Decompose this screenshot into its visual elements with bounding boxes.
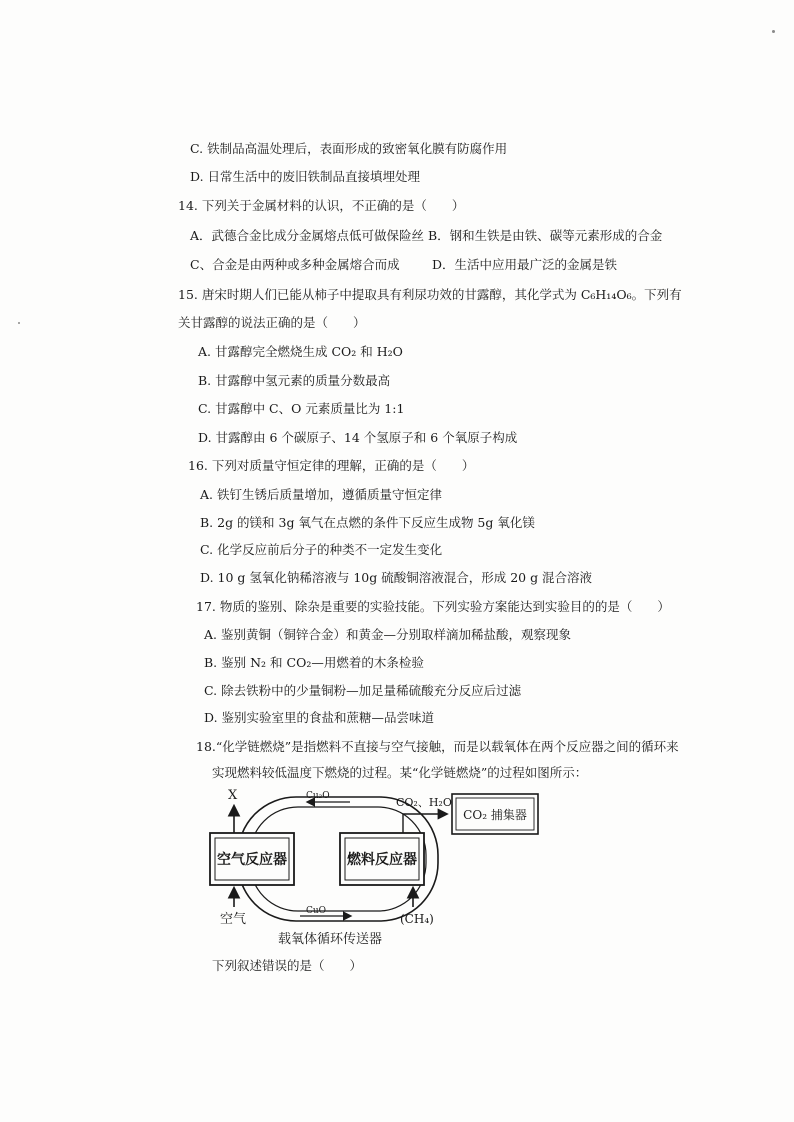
diagram-svg xyxy=(200,785,560,950)
scan-speck xyxy=(772,30,775,33)
capture-label: CO₂ 捕集器 xyxy=(463,808,527,822)
q17-option-a: A. 鉴别黄铜（铜锌合金）和黄金—分别取样滴加稀盐酸，观察现象 xyxy=(204,627,571,642)
q17-option-b: B. 鉴别 N₂ 和 CO₂—用燃着的木条检验 xyxy=(204,655,424,670)
q15-stem-line-1: 15. 唐宋时期人们已能从柿子中提取具有利尿功效的甘露醇，其化学式为 C₆H₁₄O₆。下列有 xyxy=(178,287,682,302)
q16-option-d: D. 10 g 氢氧化钠稀溶液与 10g 硫酸铜溶液混合，形成 20 g 混合溶液 xyxy=(200,570,593,585)
q13-option-c: C. 铁制品高温处理后，表面形成的致密氧化膜有防腐作用 xyxy=(190,141,508,156)
fuel-input-label: (CH₄) xyxy=(400,912,434,926)
scan-speck xyxy=(18,322,20,324)
q17-option-d: D. 鉴别实验室里的食盐和蔗糖—品尝味道 xyxy=(204,710,435,725)
q16-option-b: B. 2g 的镁和 3g 氧气在点燃的条件下反应生成物 5g 氧化镁 xyxy=(200,515,535,530)
q16-stem: 16. 下列对质量守恒定律的理解，正确的是（ ） xyxy=(188,458,475,473)
q17-option-c: C. 除去铁粉中的少量铜粉—加足量稀硫酸充分反应后过滤 xyxy=(204,683,522,698)
air-reactor-label: 空气反应器 xyxy=(217,852,287,868)
q14-option-ab: A．武德合金比成分金属熔点低可做保险丝 B．钢和生铁是由铁、碳等元素形成的合金 xyxy=(190,228,663,243)
q14-option-d: D．生活中应用最广泛的金属是铁 xyxy=(432,257,618,272)
chemical-looping-diagram xyxy=(200,785,560,954)
conveyor-label: 载氧体循环传送器 xyxy=(277,932,383,947)
air-input-label: 空气 xyxy=(220,912,247,927)
cuo-label: CuO xyxy=(306,906,327,916)
q14-option-c: C、合金是由两种或多种金属熔合而成 xyxy=(190,257,400,272)
q13-option-d: D. 日常生活中的废旧铁制品直接填埋处理 xyxy=(190,169,421,184)
x-label: X xyxy=(228,788,238,803)
q17-stem: 17. 物质的鉴别、除杂是重要的实验技能。下列实验方案能达到实验目的的是（ ） xyxy=(196,599,670,614)
cu2o-label: Cu₂O xyxy=(306,791,330,801)
q18-question: 下列叙述错误的是（ ） xyxy=(212,958,363,973)
q16-option-a: A. 铁钉生锈后质量增加，遵循质量守恒定律 xyxy=(200,487,442,502)
fuel-reactor-label: 燃料反应器 xyxy=(347,852,417,868)
q18-stem-line-1: 18.“化学链燃烧”是指燃料不直接与空气接触，而是以载氧体在两个反应器之间的循环来 xyxy=(196,739,679,754)
q15-option-d: D. 甘露醇由 6 个碳原子、14 个氢原子和 6 个氧原子构成 xyxy=(198,430,518,445)
q15-stem-line-2: 关甘露醇的说法正确的是（ ） xyxy=(178,315,366,330)
q15-option-b: B. 甘露醇中氢元素的质量分数最高 xyxy=(198,373,391,388)
products-label: CO₂、H₂O xyxy=(396,796,452,809)
q14-stem: 14. 下列关于金属材料的认识，不正确的是（ ） xyxy=(178,198,465,213)
q16-option-c: C. 化学反应前后分子的种类不一定发生变化 xyxy=(200,542,443,557)
q15-option-c: C. 甘露醇中 C、O 元素质量比为 1:1 xyxy=(198,401,405,416)
q18-stem-line-2: 实现燃料较低温度下燃烧的过程。某“化学链燃烧”的过程如图所示： xyxy=(212,765,588,780)
q15-option-a: A. 甘露醇完全燃烧生成 CO₂ 和 H₂O xyxy=(198,344,403,359)
